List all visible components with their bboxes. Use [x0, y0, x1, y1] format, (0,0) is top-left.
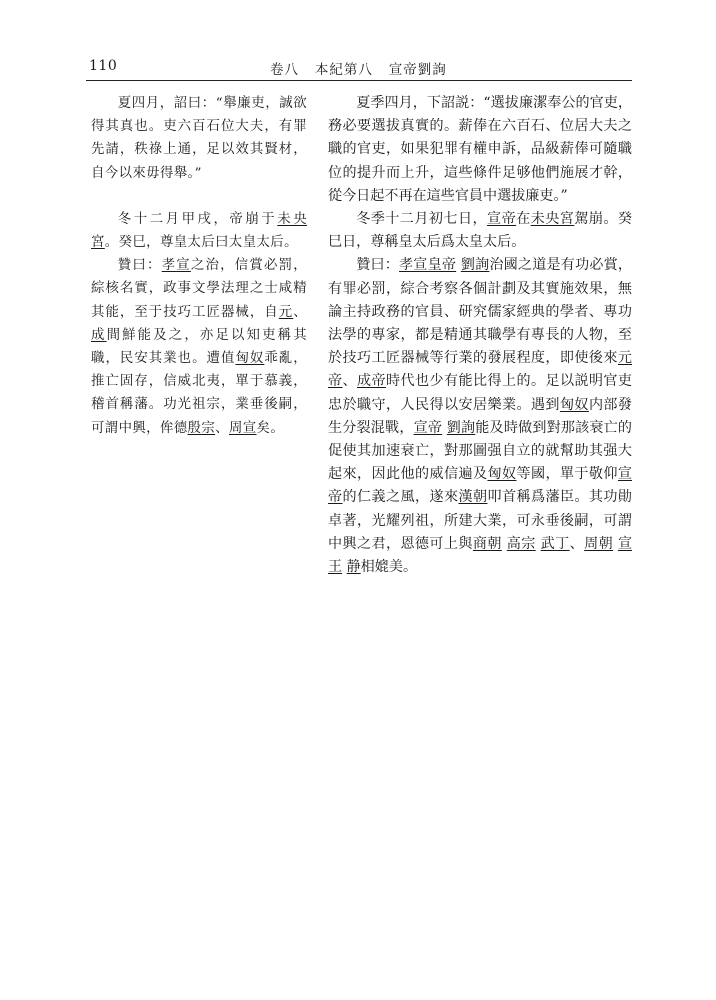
- classical-paragraph-edict: [91, 92, 307, 185]
- text-run: 、: [342, 373, 357, 390]
- text-run: 在: [516, 211, 531, 228]
- text-run: 、: [569, 535, 585, 552]
- text-run: 之治，信賞必罰，綜核名實，政事文學法理之士咸精其能，至于技巧工匠器械，自: [91, 258, 307, 320]
- proper-noun: 匈奴: [235, 351, 265, 367]
- proper-noun: 周宣: [228, 420, 257, 436]
- page-number: 110: [89, 58, 118, 74]
- text-run: 冬季十二月初七日，: [356, 211, 488, 228]
- text-run: 贊曰：: [117, 258, 162, 274]
- text-run: 。癸巳，尊皇太后曰太皇太后。: [104, 235, 298, 251]
- text-run: 的仁義之風，遂來: [342, 489, 459, 506]
- header-rule: [86, 80, 632, 81]
- translation-paragraph-death: [328, 208, 632, 254]
- running-head: 卷八 本紀第八 宣帝劉詢: [270, 62, 447, 78]
- text-run: 夏季四月，下詔説：“選拔廉潔奉公的官吏，務必要選拔真實的。薪俸在六百石、位居大夫之職的官吏，如果犯罪有權申訴，品級薪俸可隨職位的提升而上升，這些條件足够他們施展才幹，從今日起不再在這些官員中選拔廉吏。”: [328, 95, 632, 204]
- text-run: 駕崩。癸巳日，尊稱皇太后爲太皇太后。: [328, 211, 633, 251]
- text-run: 等國，單于敬仰: [516, 466, 618, 483]
- proper-noun: 宣王: [328, 535, 633, 576]
- text-run: 間鮮能及之，亦足以知吏稱其職，民安其業也。遭值: [91, 327, 307, 367]
- text-run: 治國之道是有功必賞，有罪必罰，綜合考察各個計劃及其實施效果，無論主持政務的官員、研究儒家經典的學者、專功法學的專家，都是精通其職學有專長的人物，至於技巧工匠器械等行業的發展程度，即使後來: [328, 257, 633, 367]
- text-run: 相媲美。: [360, 559, 418, 576]
- proper-noun: 孝宣: [161, 258, 191, 274]
- proper-noun: 成: [91, 327, 107, 343]
- proper-noun: 周朝: [584, 535, 614, 552]
- text-run: 、: [293, 304, 308, 320]
- proper-noun: 宣帝: [487, 211, 517, 228]
- proper-noun: 元: [278, 304, 294, 320]
- text-run: 叩首稱爲藩臣。其功勛卓著，光耀列祖，所建大業，可永垂後嗣，可謂中興之君，恩德可上與: [328, 489, 633, 552]
- proper-noun: 商朝: [472, 535, 502, 552]
- proper-noun: 漢朝: [458, 489, 488, 506]
- proper-noun: 成帝: [357, 373, 386, 390]
- text-run: 、: [215, 420, 229, 436]
- proper-noun: 高宗: [506, 535, 536, 552]
- proper-noun: 殷宗: [187, 420, 216, 436]
- text-run: 贊曰：: [356, 257, 400, 274]
- proper-noun: 匈奴: [559, 396, 589, 413]
- paragraph-gap: [91, 185, 307, 208]
- proper-noun: 武丁: [540, 535, 570, 552]
- classical-paragraph-eulogy: [91, 254, 307, 440]
- text-run: 時代也少有能比得上的。足以説明官吏忠於職守，人民得以安居樂業。遇到: [328, 373, 633, 413]
- proper-noun: 匈奴: [487, 466, 517, 483]
- proper-noun: 劉詢: [460, 257, 490, 274]
- modern-translation-column: [328, 92, 632, 579]
- translation-paragraph-eulogy: [328, 254, 632, 579]
- text-run: 夏四月，詔曰：“舉廉吏，誠欲得其真也。吏六百石位大夫，有罪先請，秩祿上通，足以效其賢材，自今以來毋得舉。”: [91, 96, 307, 181]
- text-run: 乖亂，推亡固存，信威北夷，單于慕義，稽首稱藩。功光祖宗，業垂後嗣，可謂中興，侔德: [91, 351, 308, 436]
- proper-noun: 未央宮: [530, 211, 575, 228]
- proper-noun: 劉詢: [446, 419, 476, 436]
- proper-noun: 宣帝: [413, 419, 443, 436]
- text-run: 冬十二月甲戌，帝崩于: [117, 211, 278, 227]
- classical-paragraph-death: [91, 208, 307, 254]
- text-run: 矣。: [256, 420, 285, 436]
- proper-noun: 元帝: [328, 350, 632, 390]
- text-run: 内部發生分裂混戰，: [328, 396, 633, 436]
- proper-noun: 未央宮: [91, 211, 308, 251]
- classical-text-column: [91, 92, 307, 440]
- translation-paragraph-edict: [328, 92, 632, 208]
- proper-noun: 静: [346, 559, 361, 576]
- proper-noun: 孝宣皇帝: [399, 257, 457, 274]
- text-run: 能及時做到對那該衰亡的促使其加速衰亡，對那圖强自立的就幫助其强大起來，因此他的威信遍及: [328, 419, 633, 483]
- proper-noun: 宣帝: [328, 466, 633, 506]
